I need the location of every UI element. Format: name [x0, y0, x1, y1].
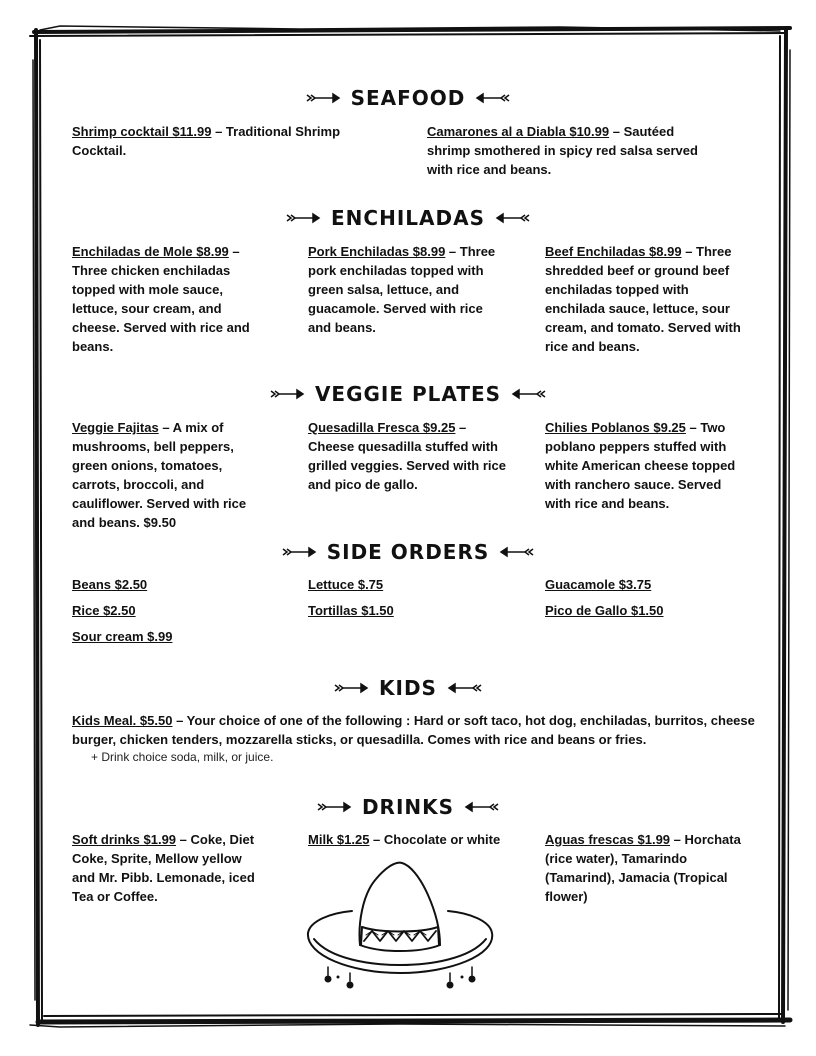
arrow-right-icon: [316, 801, 352, 813]
item-description: – Cheese quesadilla stuffed with grilled veggies. Served with rice and pico de gallo.: [308, 420, 506, 492]
menu-item: [427, 122, 717, 179]
item-name: Shrimp cocktail $11.99: [72, 124, 212, 139]
side-item: [72, 575, 147, 594]
section-title-drinks: DRINKS: [361, 795, 455, 819]
item-name: Milk $1.25: [308, 832, 370, 847]
item-description: – Sautéed shrimp smothered in spicy red salsa served with rice and beans.: [427, 124, 698, 177]
item-name: Kids Meal. $5.50: [72, 713, 173, 728]
item-name: Veggie Fajitas: [72, 420, 159, 435]
menu-item: [72, 830, 262, 906]
arrow-left-icon: [447, 682, 483, 694]
section-title-side-orders: SIDE ORDERS: [326, 540, 490, 564]
item-description: – Coke, Diet Coke, Sprite, Mellow yellow and Mr. Pibb. Lemonade, iced Tea or Coffee.: [72, 832, 255, 904]
section-header-veggie-plates: [0, 382, 816, 406]
side-item: [72, 601, 136, 620]
item-name: Beans $2.50: [72, 577, 148, 592]
item-name: Pork Enchiladas $8.99: [308, 244, 446, 259]
item-name: Sour cream $.99: [72, 629, 173, 644]
section-header-drinks: [0, 795, 816, 819]
item-description: – A mix of mushrooms, bell peppers, green onions, tomatoes, carrots, broccoli, and cauliflower. Served with rice and beans. $9.50: [72, 420, 247, 530]
item-description: – Three shredded beef or ground beef enchiladas topped with enchilada sauce, lettuce, sour cream, and tomato. Served with rice and beans.: [545, 244, 741, 354]
item-description: – Your choice of one of the following : Hard or soft taco, hot dog, enchiladas, burritos, cheese burger, chicken tenders, mozzarella sticks, or quesadilla. Comes with rice and beans or fries.: [72, 713, 755, 747]
item-name: Rice $2.50: [72, 603, 136, 618]
section-title-kids: KIDS: [379, 676, 437, 700]
menu-item: [545, 830, 745, 906]
item-description: – Traditional Shrimp Cocktail.: [72, 124, 341, 158]
arrow-right-icon: [333, 682, 369, 694]
arrow-left-icon: [495, 212, 531, 224]
item-description: – Chocolate or white: [369, 832, 501, 847]
arrow-right-icon: [269, 388, 305, 400]
item-name: Chilies Poblanos $9.25: [545, 420, 686, 435]
menu-item: [72, 711, 762, 749]
section-title-enchiladas: ENCHILADAS: [331, 206, 485, 230]
sombrero-icon: [300, 855, 500, 995]
section-title-veggie-plates: VEGGIE PLATES: [314, 382, 502, 406]
menu-item: [308, 242, 508, 337]
arrow-left-icon: [511, 388, 547, 400]
side-item: [308, 575, 383, 594]
menu-item: [72, 418, 272, 532]
menu-item: [545, 418, 745, 513]
arrow-right-icon: [285, 212, 321, 224]
item-description: – Two poblano peppers stuffed with white American cheese topped with ranchero sauce. Served with rice and beans.: [545, 420, 736, 511]
item-name: Pico de Gallo $1.50: [545, 603, 664, 618]
item-name: Aguas frescas $1.99: [545, 832, 671, 847]
menu-item: [72, 242, 272, 356]
item-name: Quesadilla Fresca $9.25: [308, 420, 456, 435]
section-header-seafood: [0, 86, 816, 110]
arrow-right-icon: [281, 546, 317, 558]
menu-item: [308, 418, 508, 494]
menu-item: [72, 122, 392, 160]
side-item: [72, 627, 172, 646]
section-header-kids: [0, 676, 816, 700]
kids-note: + Drink choice soda, milk, or juice.: [91, 750, 274, 764]
item-description: – Horchata (rice water), Tamarindo (Tamarind), Jamacia (Tropical flower): [545, 832, 741, 904]
arrow-right-icon: [305, 92, 341, 104]
side-item: [545, 601, 664, 620]
item-description: – Three chicken enchiladas topped with mole sauce, lettuce, sour cream, and cheese. Served with rice and beans.: [72, 244, 250, 354]
item-name: Lettuce $.75: [308, 577, 384, 592]
item-name: Soft drinks $1.99: [72, 832, 177, 847]
item-name: Guacamole $3.75: [545, 577, 652, 592]
item-name: Beef Enchiladas $8.99: [545, 244, 682, 259]
side-item: [308, 601, 394, 620]
section-header-side-orders: [0, 540, 816, 564]
arrow-left-icon: [464, 801, 500, 813]
item-name: Camarones al a Diabla $10.99: [427, 124, 610, 139]
section-header-enchiladas: [0, 206, 816, 230]
item-name: Enchiladas de Mole $8.99: [72, 244, 229, 259]
side-item: [545, 575, 651, 594]
item-name: Tortillas $1.50: [308, 603, 394, 618]
item-description: – Three pork enchiladas topped with green salsa, lettuce, and guacamole. Served with rice and beans.: [308, 244, 496, 335]
arrow-left-icon: [475, 92, 511, 104]
menu-item: [545, 242, 745, 356]
arrow-left-icon: [499, 546, 535, 558]
menu-item: [308, 830, 518, 849]
section-title-seafood: SEAFOOD: [350, 86, 466, 110]
